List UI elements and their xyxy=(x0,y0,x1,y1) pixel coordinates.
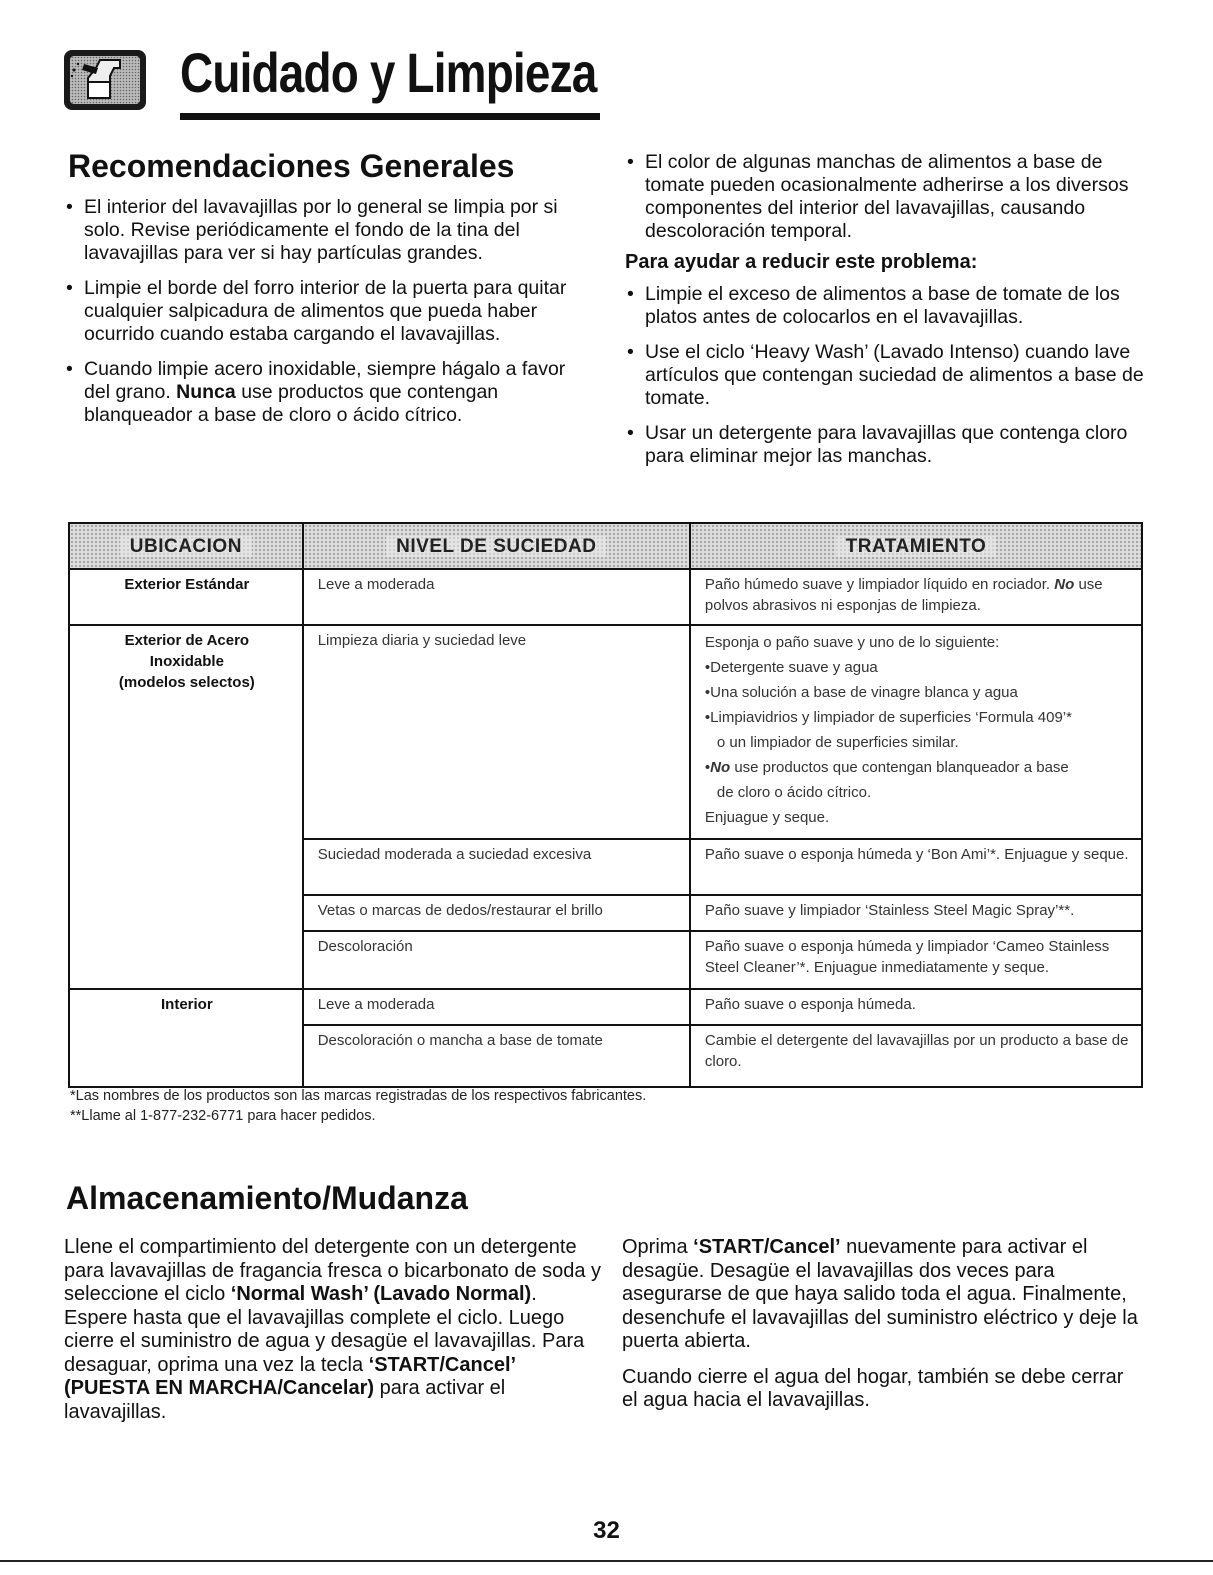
table-row: Interior Leve a moderada Paño suave o esponja húmeda. xyxy=(69,989,1142,1025)
tip-bullet: • Limpie el exceso de alimentos a base de tomate de los platos antes de colocarlos en el lavavajillas. xyxy=(625,283,1145,329)
footnote: *Las nombres de los productos son las marcas registradas de los respectivos fabricantes. xyxy=(70,1088,647,1104)
table-row: Descoloración o mancha a base de tomate Cambie el detergente del lavavajillas por un producto a base de cloro. xyxy=(69,1025,1142,1087)
table-row: Vetas o marcas de dedos/restaurar el brillo Paño suave y limpiador ‘Stainless Steel Magic Spray’**. xyxy=(69,895,1142,931)
footnote: **Llame al 1-877-232-6771 para hacer pedidos. xyxy=(70,1108,376,1124)
page-title: Cuidado y Limpieza xyxy=(180,41,597,104)
table-header-treatment: TRATAMIENTO xyxy=(690,523,1142,569)
reduce-problem-subheading: Para ayudar a reducir este problema: xyxy=(625,251,978,273)
storage-right-column xyxy=(622,1236,1142,1425)
table-header-soil-level: NIVEL DE SUCIEDAD xyxy=(303,523,690,569)
title-underline xyxy=(180,113,600,120)
bottom-rule xyxy=(0,1560,1213,1562)
general-right-column xyxy=(625,151,1145,480)
spray-bottle-icon xyxy=(62,44,152,114)
page-number: 32 xyxy=(593,1517,620,1544)
general-bullet-stainless: • Cuando limpie acero inoxidable, siempre hágalo a favor del grano. Nunca use productos que contengan blanqueador a base de cloro o ácido cítrico. xyxy=(64,358,594,427)
tip-bullet: • Use el ciclo ‘Heavy Wash’ (Lavado Intenso) cuando lave artículos que contengan suciedad de alimentos a base de tomate. xyxy=(625,341,1145,410)
footnotes xyxy=(70,1086,646,1126)
table-row: Exterior de Acero Inoxidable (modelos selectos) Limpieza diaria y suciedad leve Esponja o paño suave y uno de lo siguiente: • Detergente suave y agua • Una solución a base de vinagre blanca y agua • Limpiavidrios y limpiador de superficies ‘Formula 409’* o un limpiador de superficies similar. • No use productos que contengan blanqueador a base de cloro o ácido cítrico. Enjuague y seque. xyxy=(69,625,1142,839)
tomate-bullet: • El color de algunas manchas de alimentos a base de tomate pueden ocasionalmente adherirse a los diversos componentes del interior del lavavajillas, causando descoloración temporal. xyxy=(625,151,1145,243)
general-heading: Recomendaciones Generales xyxy=(68,148,515,184)
general-bullet: • Limpie el borde del forro interior de la puerta para quitar cualquier salpicadura de alimentos que pueda haber ocurrido cuando estaba cargando el lavavajillas. xyxy=(64,277,594,346)
table-row: Suciedad moderada a suciedad excesiva Paño suave o esponja húmeda y ‘Bon Ami’*. Enjuague y seque. xyxy=(69,839,1142,895)
cleaning-table xyxy=(68,522,1143,1088)
storage-paragraph: Llene el compartimiento del detergente con un detergente para lavavajillas de fragancia fresca o bicarbonato de soda y seleccione el ciclo ‘Normal Wash’ (Lavado Normal). Espere hasta que el lavavajillas complete el ciclo. Luego cierre el suministro de agua y desagüe el lavavajillas. Para desaguar, oprima una vez la tecla ‘START/Cancel’ (PUESTA EN MARCHA/Cancelar) para activar el lavavajillas. xyxy=(64,1236,601,1423)
storage-heading: Almacenamiento/Mudanza xyxy=(66,1180,468,1216)
table-row: Exterior Estándar Leve a moderada Paño húmedo suave y limpiador líquido en rociador. No use polvos abrasivos ni esponjas de limpieza. xyxy=(69,569,1142,625)
storage-left-column xyxy=(64,1236,604,1436)
tip-bullet: • Usar un detergente para lavavajillas que contenga cloro para eliminar mejor las manchas. xyxy=(625,422,1145,468)
table-row: Descoloración Paño suave o esponja húmeda y limpiador ‘Cameo Stainless Steel Cleaner’*. Enjuague inmediatamente y seque. xyxy=(69,931,1142,989)
general-bullet: • El interior del lavavajillas por lo general se limpia por si solo. Revise periódicamente el fondo de la tina del lavavajillas para ver si hay partículas grandes. xyxy=(64,196,594,265)
storage-paragraph: Oprima ‘START/Cancel’ nuevamente para activar el desagüe. Desagüe el lavavajillas dos veces para asegurarse de que haya salido toda el agua. Finalmente, desenchufe el lavavajillas del suministro eléctrico y deje la puerta abierta. xyxy=(622,1236,1138,1352)
table-header-location: UBICACION xyxy=(69,523,303,569)
storage-paragraph: Cuando cierre el agua del hogar, también se debe cerrar el agua hacia el lavavajillas. xyxy=(622,1365,1124,1411)
general-left-column xyxy=(64,196,594,439)
